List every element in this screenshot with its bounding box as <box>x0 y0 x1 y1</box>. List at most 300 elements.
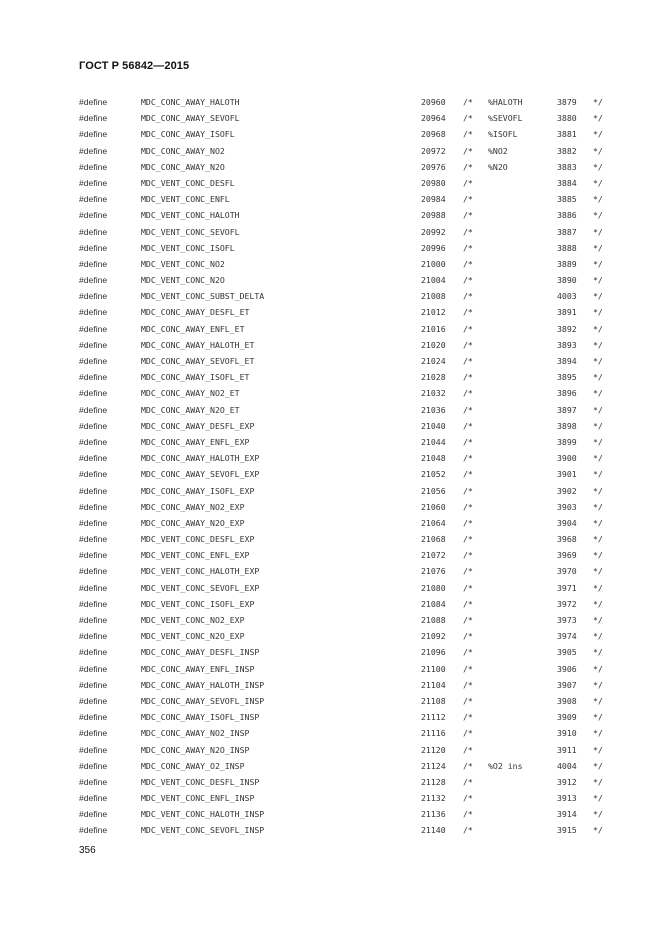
macro-value: 21136 <box>421 809 446 820</box>
macro-name: MDC_VENT_CONC_N2O_EXP <box>141 631 245 642</box>
comment-close: */ <box>593 615 603 625</box>
comment-close: */ <box>593 663 603 674</box>
comment-code: 3905 <box>557 647 577 658</box>
macro-value: 21120 <box>421 744 446 755</box>
define-keyword: #define <box>79 534 108 545</box>
comment-code: 4003 <box>557 291 577 302</box>
macro-name: MDC_CONC_AWAY_SEVOFL_EXP <box>141 469 260 480</box>
document-header: ГОСТ Р 56842—2015 <box>79 60 190 72</box>
comment-code: 3973 <box>557 615 577 625</box>
macro-name: MDC_CONC_AWAY_NO2_ET <box>141 388 240 399</box>
macro-name: MDC_VENT_CONC_HALOTH_EXP <box>141 566 260 577</box>
define-keyword: #define <box>79 436 108 447</box>
macro-value: 21064 <box>421 517 446 528</box>
macro-value: 21032 <box>421 388 446 399</box>
define-row <box>79 240 619 256</box>
comment-open: /* <box>463 420 473 431</box>
comment-close: */ <box>593 469 603 480</box>
define-row <box>79 143 619 159</box>
define-row <box>79 499 619 515</box>
comment-open: /* <box>463 776 473 787</box>
define-keyword: #define <box>79 420 108 431</box>
macro-name: MDC_CONC_AWAY_O2_INSP <box>141 760 245 771</box>
define-keyword: #define <box>79 113 108 124</box>
macro-name: MDC_CONC_AWAY_ENFL_ET <box>141 323 245 334</box>
comment-label: %SEVOFL <box>488 113 523 124</box>
define-keyword: #define <box>79 582 108 593</box>
comment-close: */ <box>593 242 603 253</box>
define-keyword: #define <box>79 323 108 334</box>
define-row <box>79 758 619 774</box>
macro-name: MDC_VENT_CONC_NO2 <box>141 258 225 269</box>
comment-close: */ <box>593 275 603 286</box>
comment-open: /* <box>463 242 473 253</box>
macro-value: 21132 <box>421 793 446 804</box>
comment-close: */ <box>593 809 603 820</box>
comment-close: */ <box>593 258 603 269</box>
comment-close: */ <box>593 695 603 706</box>
macro-value: 20964 <box>421 113 446 124</box>
comment-code: 3915 <box>557 825 577 836</box>
define-row <box>79 628 619 644</box>
comment-code: 3902 <box>557 485 577 496</box>
comment-open: /* <box>463 323 473 334</box>
macro-value: 21112 <box>421 712 446 723</box>
define-keyword: #define <box>79 728 108 739</box>
macro-value: 21012 <box>421 307 446 318</box>
comment-open: /* <box>463 339 473 350</box>
macro-value: 21060 <box>421 501 446 512</box>
define-row <box>79 369 619 385</box>
macro-value: 21048 <box>421 453 446 464</box>
comment-open: /* <box>463 469 473 480</box>
comment-open: /* <box>463 275 473 286</box>
comment-close: */ <box>593 372 603 383</box>
comment-code: 3906 <box>557 663 577 674</box>
comment-code: 3903 <box>557 501 577 512</box>
comment-close: */ <box>593 129 603 140</box>
macro-value: 21108 <box>421 695 446 706</box>
macro-value: 21100 <box>421 663 446 674</box>
comment-label: %N2O <box>488 161 508 172</box>
comment-code: 3887 <box>557 226 577 237</box>
comment-code: 3913 <box>557 793 577 804</box>
macro-name: MDC_CONC_AWAY_DESFL_EXP <box>141 420 255 431</box>
comment-open: /* <box>463 404 473 415</box>
define-keyword: #define <box>79 177 108 188</box>
define-row <box>79 547 619 563</box>
comment-close: */ <box>593 485 603 496</box>
define-keyword: #define <box>79 809 108 820</box>
macro-name: MDC_CONC_AWAY_NO2_INSP <box>141 728 250 739</box>
comment-open: /* <box>463 825 473 836</box>
define-row <box>79 806 619 822</box>
comment-code: 3901 <box>557 469 577 480</box>
macro-value: 20960 <box>421 97 446 107</box>
macro-value: 20968 <box>421 129 446 140</box>
comment-code: 3914 <box>557 809 577 820</box>
macro-name: MDC_CONC_AWAY_NO2_EXP <box>141 501 245 512</box>
define-row <box>79 693 619 709</box>
macro-name: MDC_VENT_CONC_DESFL <box>141 177 235 188</box>
comment-code: 3899 <box>557 436 577 447</box>
comment-code: 3909 <box>557 712 577 723</box>
macro-value: 21044 <box>421 436 446 447</box>
define-keyword: #define <box>79 679 108 690</box>
comment-close: */ <box>593 453 603 464</box>
comment-open: /* <box>463 307 473 318</box>
define-keyword: #define <box>79 695 108 706</box>
define-row <box>79 175 619 191</box>
macro-name: MDC_VENT_CONC_NO2_EXP <box>141 615 245 625</box>
define-keyword: #define <box>79 97 108 107</box>
page-number: 356 <box>79 845 96 856</box>
macro-name: MDC_CONC_AWAY_DESFL_ET <box>141 307 250 318</box>
define-row <box>79 207 619 223</box>
comment-code: 3880 <box>557 113 577 124</box>
comment-close: */ <box>593 534 603 545</box>
macro-name: MDC_CONC_AWAY_N2O <box>141 161 225 172</box>
macro-value: 20992 <box>421 226 446 237</box>
comment-code: 3895 <box>557 372 577 383</box>
comment-close: */ <box>593 598 603 609</box>
define-keyword: #define <box>79 210 108 221</box>
macro-value: 20996 <box>421 242 446 253</box>
comment-open: /* <box>463 210 473 221</box>
comment-open: /* <box>463 712 473 723</box>
define-row <box>79 94 619 110</box>
define-keyword: #define <box>79 388 108 399</box>
define-keyword: #define <box>79 404 108 415</box>
comment-close: */ <box>593 388 603 399</box>
macro-value: 21124 <box>421 760 446 771</box>
macro-value: 21088 <box>421 615 446 625</box>
macro-name: MDC_CONC_AWAY_ENFL_EXP <box>141 436 250 447</box>
define-keyword: #define <box>79 194 108 205</box>
macro-name: MDC_VENT_CONC_ISOFL <box>141 242 235 253</box>
macro-value: 21096 <box>421 647 446 658</box>
macro-name: MDC_CONC_AWAY_HALOTH_EXP <box>141 453 260 464</box>
macro-value: 21084 <box>421 598 446 609</box>
define-keyword: #define <box>79 598 108 609</box>
define-row <box>79 790 619 806</box>
comment-close: */ <box>593 177 603 188</box>
define-row <box>79 531 619 547</box>
comment-open: /* <box>463 566 473 577</box>
comment-open: /* <box>463 485 473 496</box>
comment-code: 3907 <box>557 679 577 690</box>
comment-code: 3894 <box>557 356 577 366</box>
macro-value: 20980 <box>421 177 446 188</box>
macro-value: 21080 <box>421 582 446 593</box>
define-keyword: #define <box>79 517 108 528</box>
comment-code: 3881 <box>557 129 577 140</box>
comment-open: /* <box>463 615 473 625</box>
macro-name: MDC_CONC_AWAY_N2O_ET <box>141 404 240 415</box>
macro-value: 20988 <box>421 210 446 221</box>
define-row <box>79 418 619 434</box>
macro-value: 20976 <box>421 161 446 172</box>
comment-open: /* <box>463 534 473 545</box>
comment-open: /* <box>463 453 473 464</box>
comment-open: /* <box>463 161 473 172</box>
comment-open: /* <box>463 647 473 658</box>
comment-close: */ <box>593 582 603 593</box>
macro-value: 21128 <box>421 776 446 787</box>
comment-code: 3893 <box>557 339 577 350</box>
macro-value: 21140 <box>421 825 446 836</box>
macro-value: 21040 <box>421 420 446 431</box>
comment-code: 3970 <box>557 566 577 577</box>
macro-name: MDC_VENT_CONC_ENFL_EXP <box>141 550 250 561</box>
define-row <box>79 272 619 288</box>
comment-open: /* <box>463 517 473 528</box>
define-keyword: #define <box>79 550 108 561</box>
comment-label: %O2 ins <box>488 760 523 771</box>
comment-open: /* <box>463 145 473 156</box>
define-keyword: #define <box>79 485 108 496</box>
comment-open: /* <box>463 501 473 512</box>
macro-value: 20984 <box>421 194 446 205</box>
macro-name: MDC_VENT_CONC_ENFL <box>141 194 230 205</box>
comment-open: /* <box>463 372 473 383</box>
macro-name: MDC_VENT_CONC_SEVOFL_INSP <box>141 825 265 836</box>
define-keyword: #define <box>79 161 108 172</box>
comment-close: */ <box>593 712 603 723</box>
comment-code: 3904 <box>557 517 577 528</box>
comment-close: */ <box>593 517 603 528</box>
comment-close: */ <box>593 550 603 561</box>
define-keyword: #define <box>79 615 108 625</box>
comment-code: 3890 <box>557 275 577 286</box>
comment-close: */ <box>593 744 603 755</box>
comment-open: /* <box>463 550 473 561</box>
comment-close: */ <box>593 404 603 415</box>
comment-code: 3971 <box>557 582 577 593</box>
comment-close: */ <box>593 210 603 221</box>
comment-close: */ <box>593 307 603 318</box>
define-row <box>79 385 619 401</box>
comment-code: 3891 <box>557 307 577 318</box>
macro-value: 21020 <box>421 339 446 350</box>
define-row <box>79 677 619 693</box>
macro-name: MDC_CONC_AWAY_SEVOFL_ET <box>141 356 255 366</box>
define-row <box>79 450 619 466</box>
comment-open: /* <box>463 258 473 269</box>
macro-name: MDC_CONC_AWAY_HALOTH_INSP <box>141 679 265 690</box>
comment-code: 3892 <box>557 323 577 334</box>
define-keyword: #define <box>79 372 108 383</box>
macro-name: MDC_CONC_AWAY_ISOFL <box>141 129 235 140</box>
macro-name: MDC_CONC_AWAY_ISOFL_ET <box>141 372 250 383</box>
comment-open: /* <box>463 177 473 188</box>
define-row <box>79 563 619 579</box>
define-row <box>79 515 619 531</box>
define-keyword: #define <box>79 339 108 350</box>
define-keyword: #define <box>79 258 108 269</box>
macro-name: MDC_VENT_CONC_ISOFL_EXP <box>141 598 255 609</box>
comment-code: 3883 <box>557 161 577 172</box>
define-keyword: #define <box>79 825 108 836</box>
define-keyword: #define <box>79 776 108 787</box>
comment-close: */ <box>593 825 603 836</box>
define-row <box>79 337 619 353</box>
macro-value: 21092 <box>421 631 446 642</box>
macro-value: 21052 <box>421 469 446 480</box>
macro-name: MDC_CONC_AWAY_SEVOFL <box>141 113 240 124</box>
comment-open: /* <box>463 793 473 804</box>
comment-open: /* <box>463 226 473 237</box>
comment-code: 3882 <box>557 145 577 156</box>
macro-name: MDC_CONC_AWAY_NO2 <box>141 145 225 156</box>
macro-value: 21008 <box>421 291 446 302</box>
comment-open: /* <box>463 388 473 399</box>
define-row <box>79 256 619 272</box>
comment-close: */ <box>593 194 603 205</box>
define-keyword: #define <box>79 291 108 302</box>
macro-name: MDC_CONC_AWAY_HALOTH_ET <box>141 339 255 350</box>
comment-label: %ISOFL <box>488 129 518 140</box>
macro-value: 21076 <box>421 566 446 577</box>
define-keyword: #define <box>79 145 108 156</box>
comment-open: /* <box>463 113 473 124</box>
macro-value: 21016 <box>421 323 446 334</box>
define-row <box>79 822 619 838</box>
macro-name: MDC_VENT_CONC_ENFL_INSP <box>141 793 255 804</box>
macro-value: 21004 <box>421 275 446 286</box>
comment-close: */ <box>593 760 603 771</box>
comment-open: /* <box>463 582 473 593</box>
define-row <box>79 725 619 741</box>
comment-close: */ <box>593 776 603 787</box>
macro-value: 21036 <box>421 404 446 415</box>
comment-code: 3898 <box>557 420 577 431</box>
define-row <box>79 191 619 207</box>
define-row <box>79 466 619 482</box>
define-keyword: #define <box>79 501 108 512</box>
comment-code: 3897 <box>557 404 577 415</box>
define-row <box>79 402 619 418</box>
define-keyword: #define <box>79 793 108 804</box>
define-row <box>79 774 619 790</box>
define-row <box>79 321 619 337</box>
define-keyword: #define <box>79 469 108 480</box>
comment-close: */ <box>593 793 603 804</box>
define-row <box>79 709 619 725</box>
macro-name: MDC_CONC_AWAY_ENFL_INSP <box>141 663 255 674</box>
comment-open: /* <box>463 194 473 205</box>
comment-open: /* <box>463 598 473 609</box>
define-keyword: #define <box>79 744 108 755</box>
macro-name: MDC_CONC_AWAY_N2O_EXP <box>141 517 245 528</box>
comment-close: */ <box>593 291 603 302</box>
macro-name: MDC_CONC_AWAY_ISOFL_INSP <box>141 712 260 723</box>
comment-code: 3974 <box>557 631 577 642</box>
comment-close: */ <box>593 647 603 658</box>
macro-name: MDC_CONC_AWAY_ISOFL_EXP <box>141 485 255 496</box>
comment-close: */ <box>593 501 603 512</box>
define-keyword: #define <box>79 631 108 642</box>
comment-code: 3884 <box>557 177 577 188</box>
comment-code: 3888 <box>557 242 577 253</box>
define-row <box>79 304 619 320</box>
macro-value: 20972 <box>421 145 446 156</box>
comment-code: 3912 <box>557 776 577 787</box>
macro-name: MDC_VENT_CONC_SEVOFL_EXP <box>141 582 260 593</box>
comment-close: */ <box>593 113 603 124</box>
comment-close: */ <box>593 339 603 350</box>
macro-name: MDC_CONC_AWAY_DESFL_INSP <box>141 647 260 658</box>
comment-close: */ <box>593 161 603 172</box>
comment-close: */ <box>593 226 603 237</box>
define-row <box>79 661 619 677</box>
comment-code: 3885 <box>557 194 577 205</box>
define-keyword: #define <box>79 712 108 723</box>
define-keyword: #define <box>79 275 108 286</box>
comment-code: 3889 <box>557 258 577 269</box>
comment-close: */ <box>593 97 603 107</box>
macro-name: MDC_CONC_AWAY_SEVOFL_INSP <box>141 695 265 706</box>
define-keyword: #define <box>79 647 108 658</box>
comment-open: /* <box>463 809 473 820</box>
define-row <box>79 288 619 304</box>
comment-close: */ <box>593 631 603 642</box>
macro-value: 21104 <box>421 679 446 690</box>
define-keyword: #define <box>79 129 108 140</box>
comment-close: */ <box>593 420 603 431</box>
define-row <box>79 159 619 175</box>
define-row <box>79 644 619 660</box>
define-row <box>79 110 619 126</box>
define-keyword: #define <box>79 760 108 771</box>
comment-close: */ <box>593 679 603 690</box>
comment-open: /* <box>463 291 473 302</box>
comment-close: */ <box>593 728 603 739</box>
comment-open: /* <box>463 631 473 642</box>
comment-code: 3900 <box>557 453 577 464</box>
macro-value: 21116 <box>421 728 446 739</box>
define-row <box>79 596 619 612</box>
comment-code: 4004 <box>557 760 577 771</box>
comment-close: */ <box>593 145 603 156</box>
define-keyword: #define <box>79 356 108 366</box>
define-keyword: #define <box>79 453 108 464</box>
comment-open: /* <box>463 129 473 140</box>
define-row <box>79 224 619 240</box>
comment-open: /* <box>463 760 473 771</box>
comment-code: 3886 <box>557 210 577 221</box>
comment-open: /* <box>463 97 473 107</box>
macro-name: MDC_VENT_CONC_N2O <box>141 275 225 286</box>
macro-value: 21028 <box>421 372 446 383</box>
comment-code: 3879 <box>557 97 577 107</box>
comment-open: /* <box>463 663 473 674</box>
macro-value: 21068 <box>421 534 446 545</box>
comment-close: */ <box>593 356 603 366</box>
define-row <box>79 353 619 369</box>
comment-label: %NO2 <box>488 145 508 156</box>
comment-label: %HALOTH <box>488 97 523 107</box>
comment-close: */ <box>593 323 603 334</box>
macro-name: MDC_VENT_CONC_DESFL_EXP <box>141 534 255 545</box>
code-listing <box>79 94 619 839</box>
define-keyword: #define <box>79 566 108 577</box>
define-keyword: #define <box>79 242 108 253</box>
define-row <box>79 434 619 450</box>
macro-name: MDC_VENT_CONC_SEVOFL <box>141 226 240 237</box>
comment-code: 3968 <box>557 534 577 545</box>
comment-code: 3972 <box>557 598 577 609</box>
